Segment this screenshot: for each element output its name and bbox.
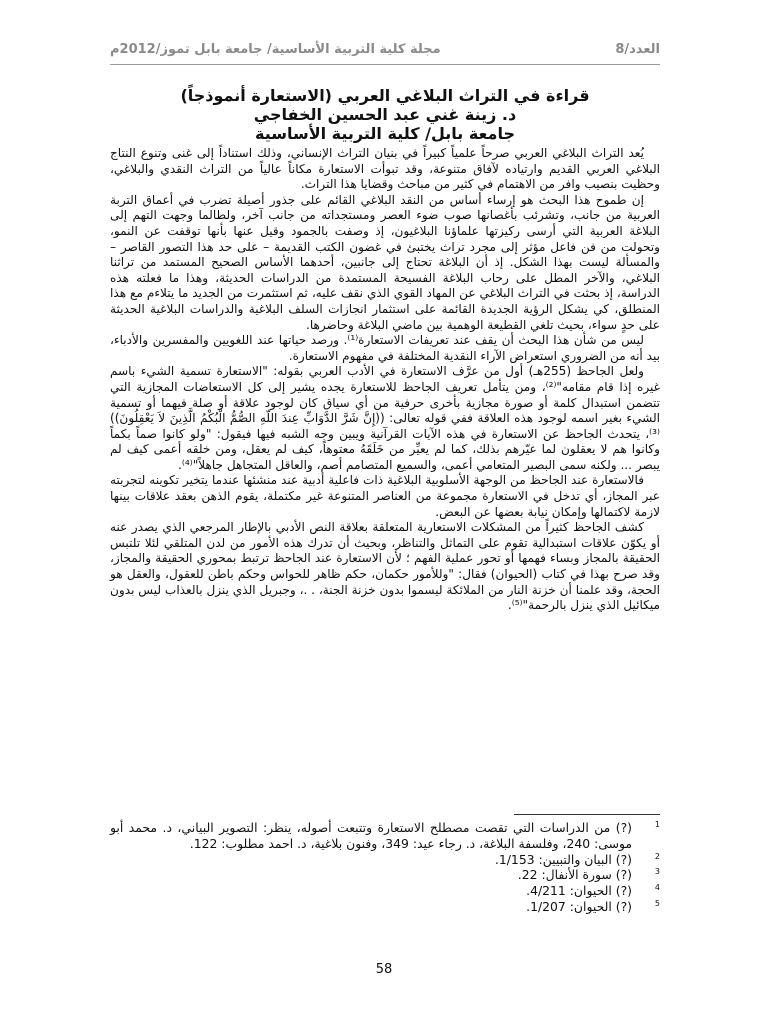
- journal-title: مجلة كلية التربية الأساسية/ جامعة بابل تموز/2012م: [110, 42, 441, 57]
- footnote-text: (?) الحيوان: 1/207.: [526, 898, 632, 914]
- page-number: 58: [375, 962, 393, 977]
- footnotes: [110, 820, 660, 915]
- footnote-marker: 4: [654, 883, 660, 893]
- footnote-text: (?) الحيوان: 4/211.: [526, 883, 632, 899]
- footnote-text: (?) سورة الأنفال: 22.: [517, 867, 632, 883]
- footnote-text: (?) البيان والتبيين: 1/153.: [494, 851, 632, 867]
- paragraph: إن طموح هذا البحث هو إرساء أساس من النقد البلاغي القائم على جذور أصيلة تضرب في أعماق التربة العربية من جانب، وتشرئب بأغصانها صوب ضوء العصر ومستجداته من جانب آخر، ولطالما وجهت التهم إلى البلاغة العربية التي أرسى ركيزتها علماؤنا البلاغيون، إذ وصفت بالجمود وقيل عنها بأنها توقفت عن النمو، وتحولت من فن فاعل مؤثر إلى مجرد تراث يختبئ في غضون الكتب القديمة – على حد هذا التصور القاصر – والمسألة ليست بهذا الشكل. إذ أن البلاغة تحتاج إلى جانبين، أحدهما الأساس الصحيح المستمد من تراثنا البلاغي، والآخر المطل على رحاب البلاغة الفسيحة المستمدة من الدراسات الحديثة، وهذا ما فعلته هذه الدراسة، إذ بحثت في التراث البلاغي عن المهاد القوي الذي نقف عليه، ثم استثمرت من الجديد ما يتلاءم مع هذا المنطلق، كي يشكل الرؤية الجديدة القائمة على استثمار انجازات السلف البلاغية والدراسات البلاغية الحديثة على حدٍ سواء، بحيث تلغي القطيعة الوهمية بين ماضي البلاغة وحاضرها.: [110, 192, 660, 332]
- footnote-marker: 2: [654, 851, 660, 861]
- footnote-separator: [514, 814, 660, 815]
- footnote-marker: 1: [654, 820, 660, 829]
- issue-number: العدد/8: [615, 42, 660, 57]
- footnote: [110, 852, 660, 868]
- footnote-marker: 5: [654, 898, 660, 908]
- article-body: [110, 146, 660, 614]
- footnote: [110, 883, 660, 899]
- paragraph: يُعد التراث البلاغي العربي صرحاً علمياً كبيراً في بنيان التراث الإنساني، وذلك استناداً إلى غنى وتنوع النتاج البلاغي العربي القديم وارتياده لآفاق متنوعة، وقد تبوأت الاستعارة مكاناً عالياً من التراث النقدي والبلاغي، وحظيت بنصيب وافر من الاهتمام في كثير من مباحث وقضايا هذا التراث.: [110, 146, 660, 192]
- article-title: قراءة في التراث البلاغي العربي (الاستعارة أنموذجاً): [180, 86, 590, 105]
- paragraph: ولعل الجاحظ (255هـ) أول من عرَّف الاستعارة في الأدب العربي بقوله: "الاستعارة تسمية الشيء باسم غيره إذا قام مقامه"⁽²⁾، ومن يتأمل تعريف الجاحظ للاستعارة يجده يشير إلى كل الاستعاضات المجازية التي تتضمن استبدال كلمة أو صورة مجازية بأخرى حرفية من أي سياق كان لوجود علاقة أو صلة فيهما أو تسمية الشيء بغير اسمه لوجود هذه العلاقة ففي قوله تعالى: ((إِنَّ شَرَّ الدَّوَابِّ عِندَ اللّهِ الصُّمُّ الْبُكْمُ الَّذِينَ لاَ يَعْقِلُونَ))⁽³⁾، يتحدث الجاحظ عن الاستعارة في هذه الآيات القرآنية ويبين وجه الشبه فيها فيقول: "ولو كانوا صماً بكماً وكانوا هم لا يعقلون لما عيّرهم بذلك، كما لم يعيِّر من خَلَقَهُ معتوهاً، كيف لم يعقل، ومن خلقه أعمى كيف لم يبصر ... ولكنه سمى البصير المتعامي أعمى، والسميع المتصامم أصم، والعاقل المتجاهل جاهلاً"⁽⁴⁾.: [110, 364, 660, 472]
- footnote-text: (?) من الدراسات التي تقصت مصطلح الاستعارة وتتبعت أصوله، ينظر: التصوير البياني، د. محمد أبو موسى: 240، وفلسفة البلاغة، د. رجاء عيد: 349، وفنون بلاغية، د. احمد مطلوب: 122.: [110, 820, 632, 851]
- paragraph: فالاستعارة عند الجاحظ من الوجهة الأسلوبية البلاغية ذات فاعلية أدبية عند منشئها عندما يتخير تكوينه لتجربته عبر المجاز، أي تدخل في الاستعارة مجموعة من العناصر المتنوعة غير مكتملة، يقوم الذهن بعقد علاقات بينها لازمة لاكتمالها وإمكان نيابة بعضها عن البعض.: [110, 473, 660, 519]
- footnote: [110, 899, 660, 915]
- article-title-block: [110, 86, 660, 143]
- paragraph: كشف الجاحظ كثيراً من المشكلات الاستعارية المتعلقة بعلاقة النص الأدبي بالإطار المرجعي الذي يصدر عنه أو يكوّن علاقات استبدالية تقوم على التماثل والتناظر، وبحيث أن تدرك هذه الأمور من لدن المتلقي لئلا تلتبس الحقيقة بالمجاز وبساء فهمها أو تحور عملية الفهم ؛ لأن الاستعارة عند الجاحظ ترتبط بمحوري الحقيقة والمجاز، وقد صرح بهذا في كتاب (الحيوان) فقال: "وللأمور حكمان، حكم ظاهر للحواس وحكم باطن للعقول، والعقل هو الحجة، وقد علمنا أن خزنة النار من الملائكة ليسموا بدون خزنة الجنة، . .، وجبريل الذي ينزل بالعذاب ليس بدون ميكائيل الذي ينزل بالرحمة"⁽⁵⁾.: [110, 520, 660, 613]
- running-header: [110, 42, 660, 65]
- author-affiliation: جامعة بابل/ كلية التربية الأساسية: [254, 124, 515, 143]
- paragraph: ليس من شأن هذا البحث أن يقف عند تعريفات الاستعارة⁽¹⁾. ورصد حياتها عند اللغويين والمفسرين والأدباء، بيد أنه من الضروري استعراض الآراء النقدية المختلفة في مفهوم الاستعارة.: [110, 333, 660, 363]
- footnote-marker: 3: [654, 867, 660, 877]
- author-name: د. زينة غني عبد الحسين الخفاجي: [253, 105, 517, 124]
- footnote: [110, 867, 660, 883]
- footnote: [110, 820, 660, 852]
